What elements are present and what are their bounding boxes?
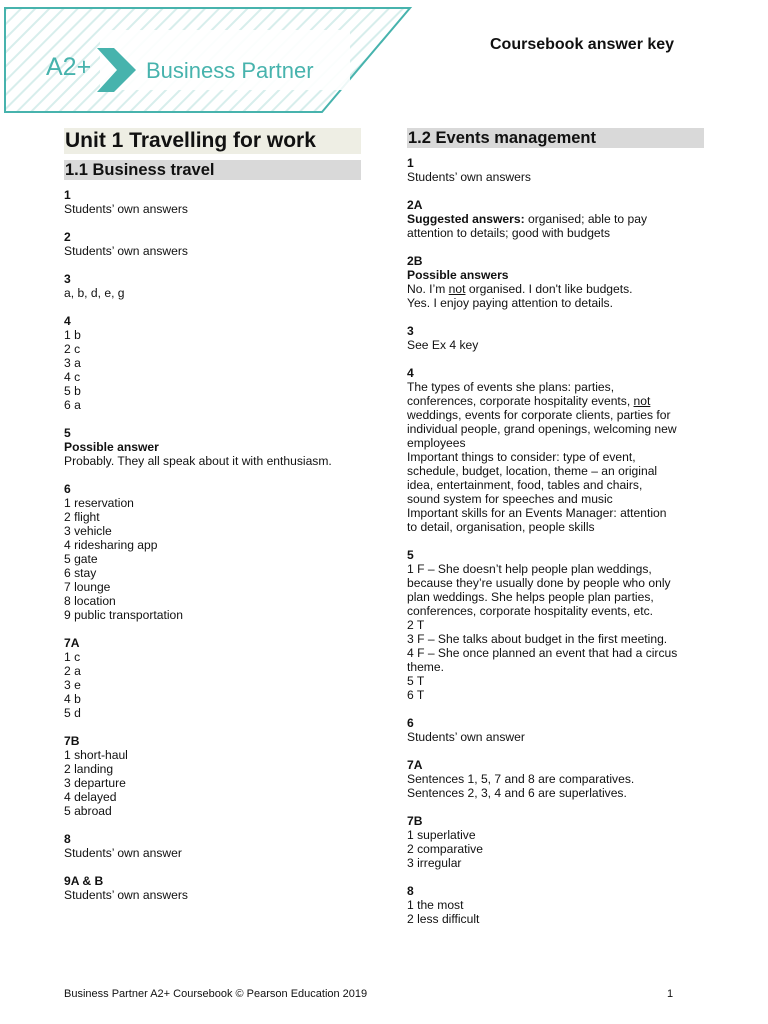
answer-line: 5 gate [64, 552, 98, 566]
answer-block [407, 254, 704, 310]
section-title: 1.2 Events management [407, 128, 704, 148]
answer-line: 4 b [64, 692, 81, 706]
answer-line: sound system for speeches and music [407, 492, 613, 506]
answer-line: 3 vehicle [64, 524, 112, 538]
answer-line: employees [407, 436, 466, 450]
document-type: Coursebook answer key [490, 36, 675, 53]
left-column [64, 128, 361, 916]
answer-line: 1 F – She doesn’t help people plan weddings, [407, 562, 652, 576]
answer-line: 6 a [64, 398, 81, 412]
answer-line: Students’ own answer [64, 846, 182, 860]
answer-line: 2 landing [64, 762, 114, 776]
answer-line: Sentences 2, 3, 4 and 6 are superlatives. [407, 786, 627, 800]
answer-line: Students’ own answers [407, 170, 531, 184]
answer-line: 1 b [64, 328, 81, 342]
exercise-number: 8 [64, 832, 71, 846]
answer-subheading: Possible answer [64, 440, 159, 454]
answer-block [407, 716, 704, 744]
answer-line: Students’ own answers [64, 888, 188, 902]
exercise-number: 9A & B [64, 874, 104, 888]
exercise-number: 4 [64, 314, 71, 328]
answer-line: 1 c [64, 650, 81, 664]
answer-line: 8 location [64, 594, 116, 608]
answer-block [64, 482, 361, 622]
answer-subheading: Suggested answers: [407, 212, 525, 226]
page-number: 1 [667, 988, 674, 1000]
answer-line: 2 a [64, 664, 81, 678]
answer-line: No. I’m not organised. I don't like budgets. [407, 282, 633, 296]
answer-line: 3 e [64, 678, 81, 692]
answer-line: 3 F – She talks about budget in the first meeting. [407, 632, 668, 646]
answer-line: 6 T [407, 688, 425, 702]
answer-line: conferences, corporate hospitality events, not [407, 394, 651, 408]
answer-line: theme. [407, 660, 444, 674]
exercise-number: 5 [64, 426, 71, 440]
answer-line: 1 the most [407, 898, 464, 912]
answer-block [407, 758, 704, 800]
exercise-number: 7B [64, 734, 80, 748]
answer-block [64, 426, 361, 468]
answer-block [407, 548, 704, 702]
answer-line: Suggested answers: organised; able to pay [407, 212, 647, 226]
answer-line: weddings, events for corporate clients, parties for [407, 408, 671, 422]
answer-line: See Ex 4 key [407, 338, 479, 352]
answer-line: conferences, corporate hospitality events, etc. [407, 604, 654, 618]
answer-line: Important skills for an Events Manager: attention [407, 506, 667, 520]
answer-block [64, 874, 361, 902]
exercise-number: 5 [407, 548, 414, 562]
answer-line: 6 stay [64, 566, 97, 580]
answer-block [407, 884, 704, 926]
answer-line: Important things to consider: type of event, [407, 450, 636, 464]
answer-list [64, 188, 361, 902]
answer-line: Probably. They all speak about it with enthusiasm. [64, 454, 332, 468]
answer-block [64, 230, 361, 258]
answer-line: to detail, organisation, people skills [407, 520, 595, 534]
answer-line: 5 d [64, 706, 81, 720]
answer-block [64, 636, 361, 720]
answer-line: idea, entertainment, food, tables and chairs, [407, 478, 643, 492]
exercise-number: 2B [407, 254, 423, 268]
exercise-number: 7A [407, 758, 423, 772]
footer-copyright: Business Partner A2+ Coursebook © Pearson Education 2019 [64, 988, 368, 1000]
answer-block [64, 314, 361, 412]
answer-line: 5 T [407, 674, 425, 688]
answer-line: individual people, grand openings, welcoming new [407, 422, 677, 436]
answer-block [64, 832, 361, 860]
right-column [407, 128, 704, 940]
answer-line: because they’re usually done by people who only [407, 576, 671, 590]
answer-line: a, b, d, e, g [64, 286, 125, 300]
answer-line: 2 c [64, 342, 81, 356]
exercise-number: 2A [407, 198, 423, 212]
answer-line: 3 departure [64, 776, 126, 790]
answer-line: 4 F – She once planned an event that had a circus [407, 646, 678, 660]
answer-block [64, 272, 361, 300]
answer-line: The types of events she plans: parties, [407, 380, 615, 394]
answer-block [64, 734, 361, 818]
answer-line: 2 T [407, 618, 425, 632]
section-title: 1.1 Business travel [64, 160, 361, 180]
answer-block [407, 814, 704, 870]
answer-line: 3 irregular [407, 856, 462, 870]
answer-block [407, 198, 704, 240]
answer-line: 1 short-haul [64, 748, 128, 762]
logo-level: A2+ [46, 53, 92, 81]
answer-line: attention to details; good with budgets [407, 226, 611, 240]
unit-title: Unit 1 Travelling for work [64, 128, 361, 154]
exercise-number: 4 [407, 366, 414, 380]
answer-line: 5 b [64, 384, 81, 398]
exercise-number: 6 [64, 482, 71, 496]
answer-subheading: Possible answers [407, 268, 509, 282]
answer-line: 1 reservation [64, 496, 134, 510]
answer-line: 2 flight [64, 510, 100, 524]
answer-line: plan weddings. She helps people plan parties, [407, 590, 654, 604]
answer-line: Sentences 1, 5, 7 and 8 are comparatives. [407, 772, 635, 786]
answer-list [407, 156, 704, 926]
answer-line: Students’ own answers [64, 202, 188, 216]
answer-line: 3 a [64, 356, 81, 370]
exercise-number: 1 [64, 188, 71, 202]
answer-line: 4 c [64, 370, 81, 384]
answer-block [407, 366, 704, 534]
exercise-number: 2 [64, 230, 71, 244]
answer-line: schedule, budget, location, theme – an original [407, 464, 658, 478]
answer-block [407, 324, 704, 352]
answer-line: 7 lounge [64, 580, 111, 594]
exercise-number: 3 [407, 324, 414, 338]
logo [0, 0, 420, 116]
answer-block [407, 156, 704, 184]
answer-line: Students’ own answer [407, 730, 525, 744]
logo-title: Business Partner [146, 58, 314, 83]
answer-line: 2 comparative [407, 842, 483, 856]
answer-line: 9 public transportation [64, 608, 183, 622]
exercise-number: 7A [64, 636, 80, 650]
answer-line: 5 abroad [64, 804, 112, 818]
answer-line: 1 superlative [407, 828, 476, 842]
exercise-number: 1 [407, 156, 414, 170]
answer-line: 4 ridesharing app [64, 538, 158, 552]
answer-line: Yes. I enjoy paying attention to details. [407, 296, 613, 310]
exercise-number: 7B [407, 814, 423, 828]
answer-line: 2 less difficult [407, 912, 480, 926]
answer-line: 4 delayed [64, 790, 117, 804]
exercise-number: 8 [407, 884, 414, 898]
answer-line: Students’ own answers [64, 244, 188, 258]
answer-block [64, 188, 361, 216]
exercise-number: 3 [64, 272, 71, 286]
exercise-number: 6 [407, 716, 414, 730]
